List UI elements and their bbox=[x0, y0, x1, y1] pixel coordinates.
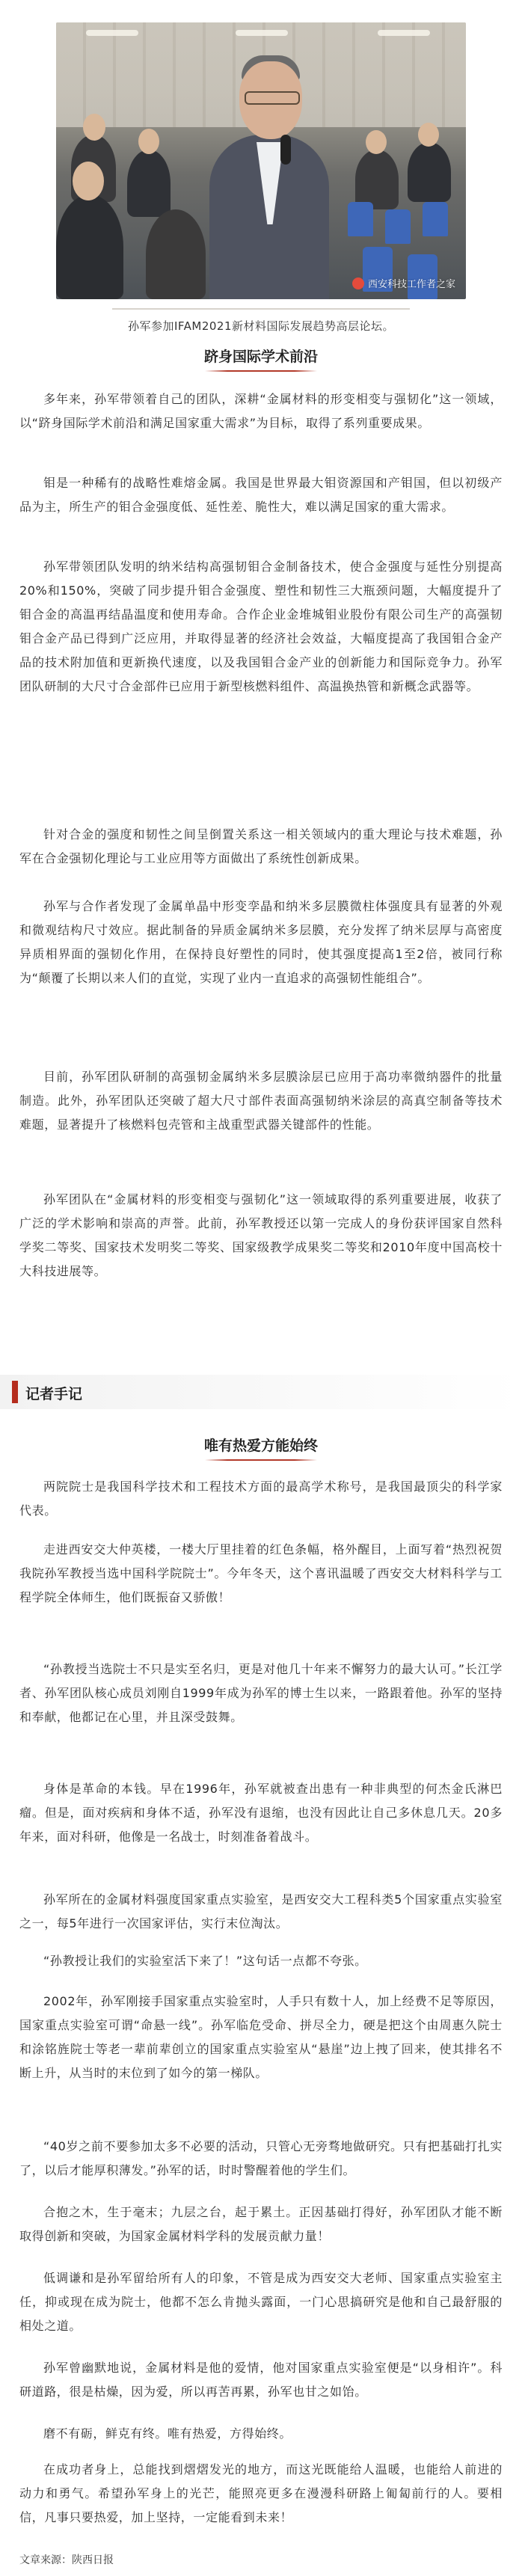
watermark-text: 西安科技工作者之家 bbox=[367, 279, 455, 290]
paragraph: 针对合金的强度和韧性之间呈倒置关系这一相关领域内的重大理论与技术难题，孙军在合金强韧化理论与工业应用等方面做出了系统性创新成果。 bbox=[19, 827, 503, 865]
audience-member bbox=[355, 150, 399, 209]
seat bbox=[385, 209, 411, 244]
notes-title-text: 唯有热爱方能始终 bbox=[203, 1438, 318, 1454]
audience-head bbox=[73, 162, 104, 200]
paragraph: 低调谦和是孙军留给所有人的印象，不管是成为西安交大老师、国家重点实验室主任，抑或现在成为院士，他都不怎么肯抛头露面，一门心思搞研究是他和自己最舒服的相处之道。 bbox=[19, 2271, 503, 2333]
seat bbox=[348, 202, 373, 236]
banner-accent-bar bbox=[12, 1381, 18, 1403]
glasses bbox=[245, 91, 300, 105]
audience-member bbox=[408, 142, 451, 202]
audience-member bbox=[127, 150, 171, 217]
microphone-icon bbox=[280, 135, 291, 165]
section-title bbox=[0, 346, 522, 372]
caption-divider bbox=[112, 308, 410, 310]
watermark bbox=[352, 276, 455, 290]
audience-head bbox=[138, 129, 159, 154]
seat bbox=[423, 202, 448, 236]
paragraph: 磨不有砺，鲜克有终。唯有热爱，方得始终。 bbox=[43, 2426, 292, 2441]
paragraph: 2002年，孙军刚接手国家重点实验室时，人手只有数十人，加上经费不足等原因，国家重点实验室可谓“命悬一线”。孙军临危受命、拼尽全力，硬是把这个由周惠久院士和涂铭旌院士等老一辈前辈创立的国家重点实验室从“悬崖”边上拽了回来，使其排名不断上升，从当时的末位到了如今的第一梯队。 bbox=[19, 1994, 503, 2080]
paragraph: 钼是一种稀有的战略性难熔金属。我国是世界最大钼资源国和产钼国，但以初级产品为主，所生产的钼合金强度低、延性差、脆性大，难以满足国家的重大需求。 bbox=[19, 476, 503, 514]
paragraph: 走进西安交大仲英楼，一楼大厅里挂着的红色条幅，格外醒目，上面写着“热烈祝贺我院孙军教授当选中国科学院院士”。今年冬天，这个喜讯温暖了西安交大材料科学与工程学院全体师生，他们既振奋又骄傲！ bbox=[19, 1542, 503, 1604]
paragraph: 目前，孙军团队研制的高强韧金属纳米多层膜涂层已应用于高功率微纳器件的批量制造。此外，孙军团队还突破了超大尺寸部件表面高强韧纳米涂层的高真空制备等技术难题，显著提升了核燃料包壳管和主战重型武器关键部件的性能。 bbox=[19, 1070, 503, 1132]
notes-title bbox=[0, 1435, 522, 1461]
paragraph: 在成功者身上，总能找到熠熠发光的地方，而这光既能给人温暖，也能给人前进的动力和勇气。希望孙军身上的光芒，能照亮更多在漫漫科研路上匍匐前行的人。要相信，凡事只要热爱，加上坚持，一定能看到未来！ bbox=[19, 2462, 503, 2524]
paragraph: 孙军所在的金属材料强度国家重点实验室，是西安交大工程科类5个国家重点实验室之一，每5年进行一次国家评估，实行末位淘汰。 bbox=[19, 1892, 503, 1931]
paragraph: “孙教授当选院士不只是实至名归，更是对他几十年来不懈努力的最大认可。”长江学者、孙军团队核心成员刘刚自1999年成为孙军的博士生以来，一路跟着他。孙军的坚持和奉献，他都记在心里，并且深受鼓舞。 bbox=[19, 1662, 503, 1724]
article-source: 文章来源：陕西日报 bbox=[19, 2554, 114, 2566]
paragraph: “孙教授让我们的实验室活下来了！”这句话一点都不夸张。 bbox=[43, 1954, 367, 1968]
banner-label: 记者手记 bbox=[25, 1386, 83, 1402]
paragraph: 两院院士是我国科学技术和工程技术方面的最高学术称号，是我国最顶尖的科学家代表。 bbox=[19, 1479, 503, 1518]
paragraph: “40岁之前不要参加太多不必要的活动，只管心无旁骛地做研究。只有把基础打扎实了，以后才能厚积薄发。”孙军的话，时时警醒着他的学生们。 bbox=[19, 2139, 503, 2177]
ceiling-lamp bbox=[378, 30, 430, 36]
paragraph: 孙军与合作者发现了金属单晶中形变孪晶和纳米多层膜微柱体强度具有显著的外观和微观结构尺寸效应。据此制备的异质金属纳米多层膜，充分发挥了纳米层厚与高密度异质相界面的强韧化作用，在保持良好塑性的同时，使其强度提高1至2倍，被同行称为“颠覆了长期以来人们的直觉，实现了业内一直追求的高强韧性能组合”。 bbox=[19, 899, 503, 985]
paragraph: 合抱之木，生于毫末；九层之台，起于累土。正因基础打得好，孙军团队才能不断取得创新和突破，为国家金属材料学科的发展贡献力量！ bbox=[19, 2205, 503, 2243]
paragraph: 孙军团队在“金属材料的形变相变与强韧化”这一领域取得的系列重要进展，收获了广泛的学术影响和崇高的声誉。此前，孙军教授还以第一完成人的身份获评国家自然科学奖二等奖、国家技术发明奖二等奖、国家级教学成果奖二等奖和2010年度中国高校十大科技进展等。 bbox=[19, 1192, 503, 1278]
photo-caption: 孙军参加IFAM2021新材料国际发展趋势高层论坛。 bbox=[127, 319, 395, 333]
paragraph: 孙军曾幽默地说，金属材料是他的爱情，他对国家重点实验室便是“以身相许”。科研道路，很是枯燥，因为爱，所以再苦再累，孙军也甘之如饴。 bbox=[19, 2361, 503, 2399]
audience-head bbox=[366, 130, 387, 154]
paragraph: 多年来，孙军带领着自己的团队，深耕“金属材料的形变相变与强韧化”这一领域，以“跻身国际学术前沿和满足国家重大需求”为目标，取得了系列重要成果。 bbox=[19, 392, 503, 430]
ceiling-lamp bbox=[86, 30, 138, 36]
reporter-notes-banner bbox=[0, 1375, 522, 1409]
ceiling-lamp bbox=[236, 30, 288, 36]
audience-head bbox=[83, 114, 105, 141]
hero-photo bbox=[56, 22, 466, 299]
paragraph: 身体是革命的本钱。早在1996年，孙军就被查出患有一种非典型的何杰金氏淋巴瘤。但是，面对疾病和身体不适，孙军没有退缩，也没有因此让自己多休息几天。20多年来，面对科研，他像是一名战士，时刻准备着战斗。 bbox=[19, 1782, 503, 1844]
audience-member bbox=[146, 209, 206, 299]
audience-head bbox=[418, 123, 439, 147]
paragraph: 孙军带领团队发明的纳米结构高强韧钼合金制备技术，使合金强度与延性分别提高20%和150%，突破了同步提升钼合金强度、塑性和韧性三大瓶颈问题，大幅度提升了钼合金的高温再结晶温度和使用寿命。合作企业金堆城钼业股份有限公司生产的高强韧钼合金产品已得到广泛应用，并取得显著的经济社会效益，大幅度提高了我国钼合金产品的技术附加值和更新换代速度，以及我国钼合金产业的创新能力和国际竞争力。孙军团队研制的大尺寸合金部件已应用于新型核燃料组件、高温换热管和新概念武器等。 bbox=[19, 559, 503, 693]
title-underline bbox=[205, 370, 317, 372]
audience-member bbox=[56, 194, 123, 299]
logo-icon bbox=[352, 277, 364, 289]
title-underline bbox=[205, 1459, 317, 1461]
section-title-text: 跻身国际学术前沿 bbox=[203, 349, 318, 365]
